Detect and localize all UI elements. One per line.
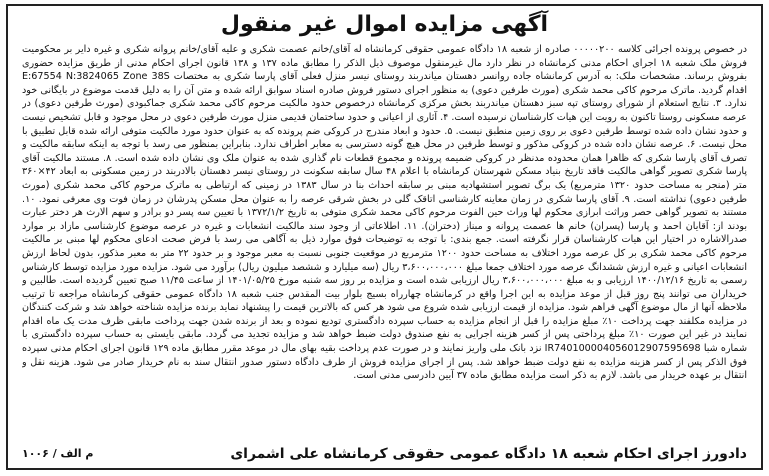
notice-title: آگهی مزایده اموال غیر منقول [220,12,549,37]
notice-body: در خصوص پرونده اجرائی کلاسه ۰۰۰۰۰۲۰۰ صادره از شعبه ۱۸ دادگاه عمومی حقوقی کرمانشاه له آقای/خانم عصمت شکری و علیه آقای/خانم پروانه شکری و غیره دایر بر محکومیت فروش ملک شعبه ۱۸ اجرای احکام مدنی کرمانشاه در نظر دارد مال غیرمنقول موصوف ذیل الذکر را مطابق ماده ۱۳۷ و ۱۳۸ قانون اجرای احکام مدنی از طریق مزایده حضوری بفروش برساند. مشخصات ملک: به آدرس کرمانشاه جاده روانسر دهستان میاندربند روستای نیسر منزل فعلی آقای پارسا شکری به مختصات E:67554 N:3824065 Zone 38S اقدام گردید. ماترک مرحوم کاکی محمد شکری (مورث طرفین دعوی) به منظور اجرای دستور فروش صادره اسناد سوابق ارائه شده و متن آن را به دلیل قدمت موضوع در بایگانی خود ندارد. ۳. نتایج استعلام از شورای روستای تپه سبز دهستان میاندربند بخش مرکزی کرمانشاه درخصوص حدود مالکیت مرحوم کاکی محمد شکری جماکبودی (مورث طرفین دعوی) در عرصه مسکونی روستا تاکنون به رویت این هیات کارشناسان نرسیده است. ۴. آثاری از اعیانی و حدود ساختمان قدیمی منزل مورث طرفین دعوی در محل موجود و قابل تشخیص نیست و حدود نشان داده شده توسط طرفین دعوی بر روی زمین منطبق نیست. ۵. حدود و ابعاد مندرج در کروکی ضم پرونده که به عنوان حدود مورد مالکیت متوفی ارائه شده قابل تطبیق با محل نیست. ۶. عرصه نشان داده شده در کروکی مذکور و توسط طرفین در محل هیچ گونه دسترسی به معابر اطراف ندارد. بنابراین بمنظور می رسد با توجه به اینکه سابقه مالکیت و تصرف آقای پارسا شکری که ظاهرا همان محدوده مدنظر در کروکی ضمیمه پرونده و مجموع قطعات نام گذاری شده به عنوان ملک وی نشان داده شده است. ۸. مستند مالکیت آقای پارسا شکری تصویر گواهی مالکیت فاقد تاریخ بنیاد مسکن شهرستان کرمانشاه با اعلام ۴۸ سال سابقه سکونت در روستای نیسر دهستان بالادربند در زمین مسکونی به ابعاد ۴۲×۳۶۰ متر (منجر به مساحت حدود ۱۳۲۰ مترمربع) یک برگ تصویر استشهادیه مبنی بر سابقه احداث بنا در سال ۱۳۸۳ در زمینی که ارتباطی به ماترک مرحوم کاکی محمد شکری (مورث طرفین دعوی) نداشته است. ۹. آقای پارسا شکری در زمان معاینه کارشناسی اتاقک گلی در بخش شرقی عرصه را به عنوان محل مسکن پدرشان در زمان فوت وی معرفی نمود. ۱۰. مستند به تصویر گواهی حصر وراثت ابرازی محکوم لها وراث حین الفوت مرحوم کاکی محمد شکری متوفی به تاریخ ۱۳۷۲/۱/۲ با تعیین سه پسر دو برادر و سهم الارث هر دختر عبارت بودند از: آقایان احمد و پارسا (پسران) خانم ها عصمت پروانه و میناز (دختران). ۱۱. اطلاعاتی از وجود سند مالکیت انشعابات و غیره در عرصه موضوع کارشناسی مازاد بر موارد صدرالاشاره در اختیار این هیات کارشناسان قرار نگرفته است. جمع بندی: با توجه به توضیحات فوق موارد ذیل به آگاهی می رسد با فرض صحت ادعای محکوم لها مبنی بر مالکیت مرحوم کاکی محمد شکری بر کل عرصه مورد اختلاف به مساحت حدود ۱۲۰۰ مترمربع در موقعیت جنوبی نسبت به معبر موجود و بر حدود ۲۲ متر به معبر مذکور، بدون لحاظ ارزش انشعابات اعیانی و غیره ارزش ششدانگ عرصه مورد اختلاف جمعا مبلغ ۳،۶۰۰،۰۰۰،۰۰۰ ریال (سه میلیارد و ششصد میلیون ریال) برآورد می شود. مزایده مورد مزایده توسط کارشناس رسمی به تاریخ ۱۴۰۰/۱۲/۱۶ ارزیابی و به مبلغ ۳،۶۰۰،۰۰۰،۰۰۰ ریال ارزیابی شده است و مزایده بر روز سه شنبه مورخ ۱۴۰۱/۰۵/۲۵ از ساعت ۱۱/۴۵ صبح تعیین گردیده است. طالبین و خریداران می توانند پنج روز قبل از موعد مزایده به این اجرا واقع در کرمانشاه چهارراه بسیج بلوار بیت المقدس جنب شعبه ۱۸ دادگاه عمومی حقوقی کرمانشاه مراجعه تا ترتیب ملاحظه آنها از مال موضوع آگهی فراهم شود. مزایده از قیمت ارزیابی شده شروع می شود هر کس که بالاترین قیمت را پیشنهاد نماید برنده مزایده شناخته خواهد شد و شرکت کنندگان در مزایده مکلفند جهت پرداخت ۱۰٪ مبلغ مزایده را قبل از انجام مزایده به حساب سپرده دادگستری تودیع نموده و بعد از برنده شدن جهت پرداخت مابقی ظرف مدت یک ماه اقدام نمایند در غیر این صورت ۱۰٪ مبلغ پرداختی پس از کسر هزینه اجرایی به نفع صندوق دولت ضبط خواهد شد و مزایده تجدید می گردد. مابقی بایستی به حساب سپرده دادگستری با شماره شبا IR740100004056012907595698 نزد بانک ملی واریز نمایند و در صورت عدم پرداخت بقیه بهای مال در موعد مقرر مطابق ماده ۱۲۹ قانون اجرای احکام مدنی سپرده فوق الذکر پس از کسر هزینه مزایده به نفع دولت ضبط خواهد شد. پس از اجرای مزایده فروش از طرف دادگاه دستور صدور انتقال سند به نام خریدار صادر می شود. هزینه نقل و انتقال بر عهده خریدار می باشد. لازم به ذکر است مزایده مطابق ماده ۳۷ آیین دادرسی مدنی است. [22,44,747,382]
auction-notice [6,4,763,470]
notice-code: م الف / ۱۰۰۶ [22,447,94,460]
notice-footer [22,440,747,462]
notice-signature: دادورز اجرای احکام شعبه ۱۸ دادگاه عمومی حقوقی کرمانشاه علی اشمرای [230,446,747,462]
